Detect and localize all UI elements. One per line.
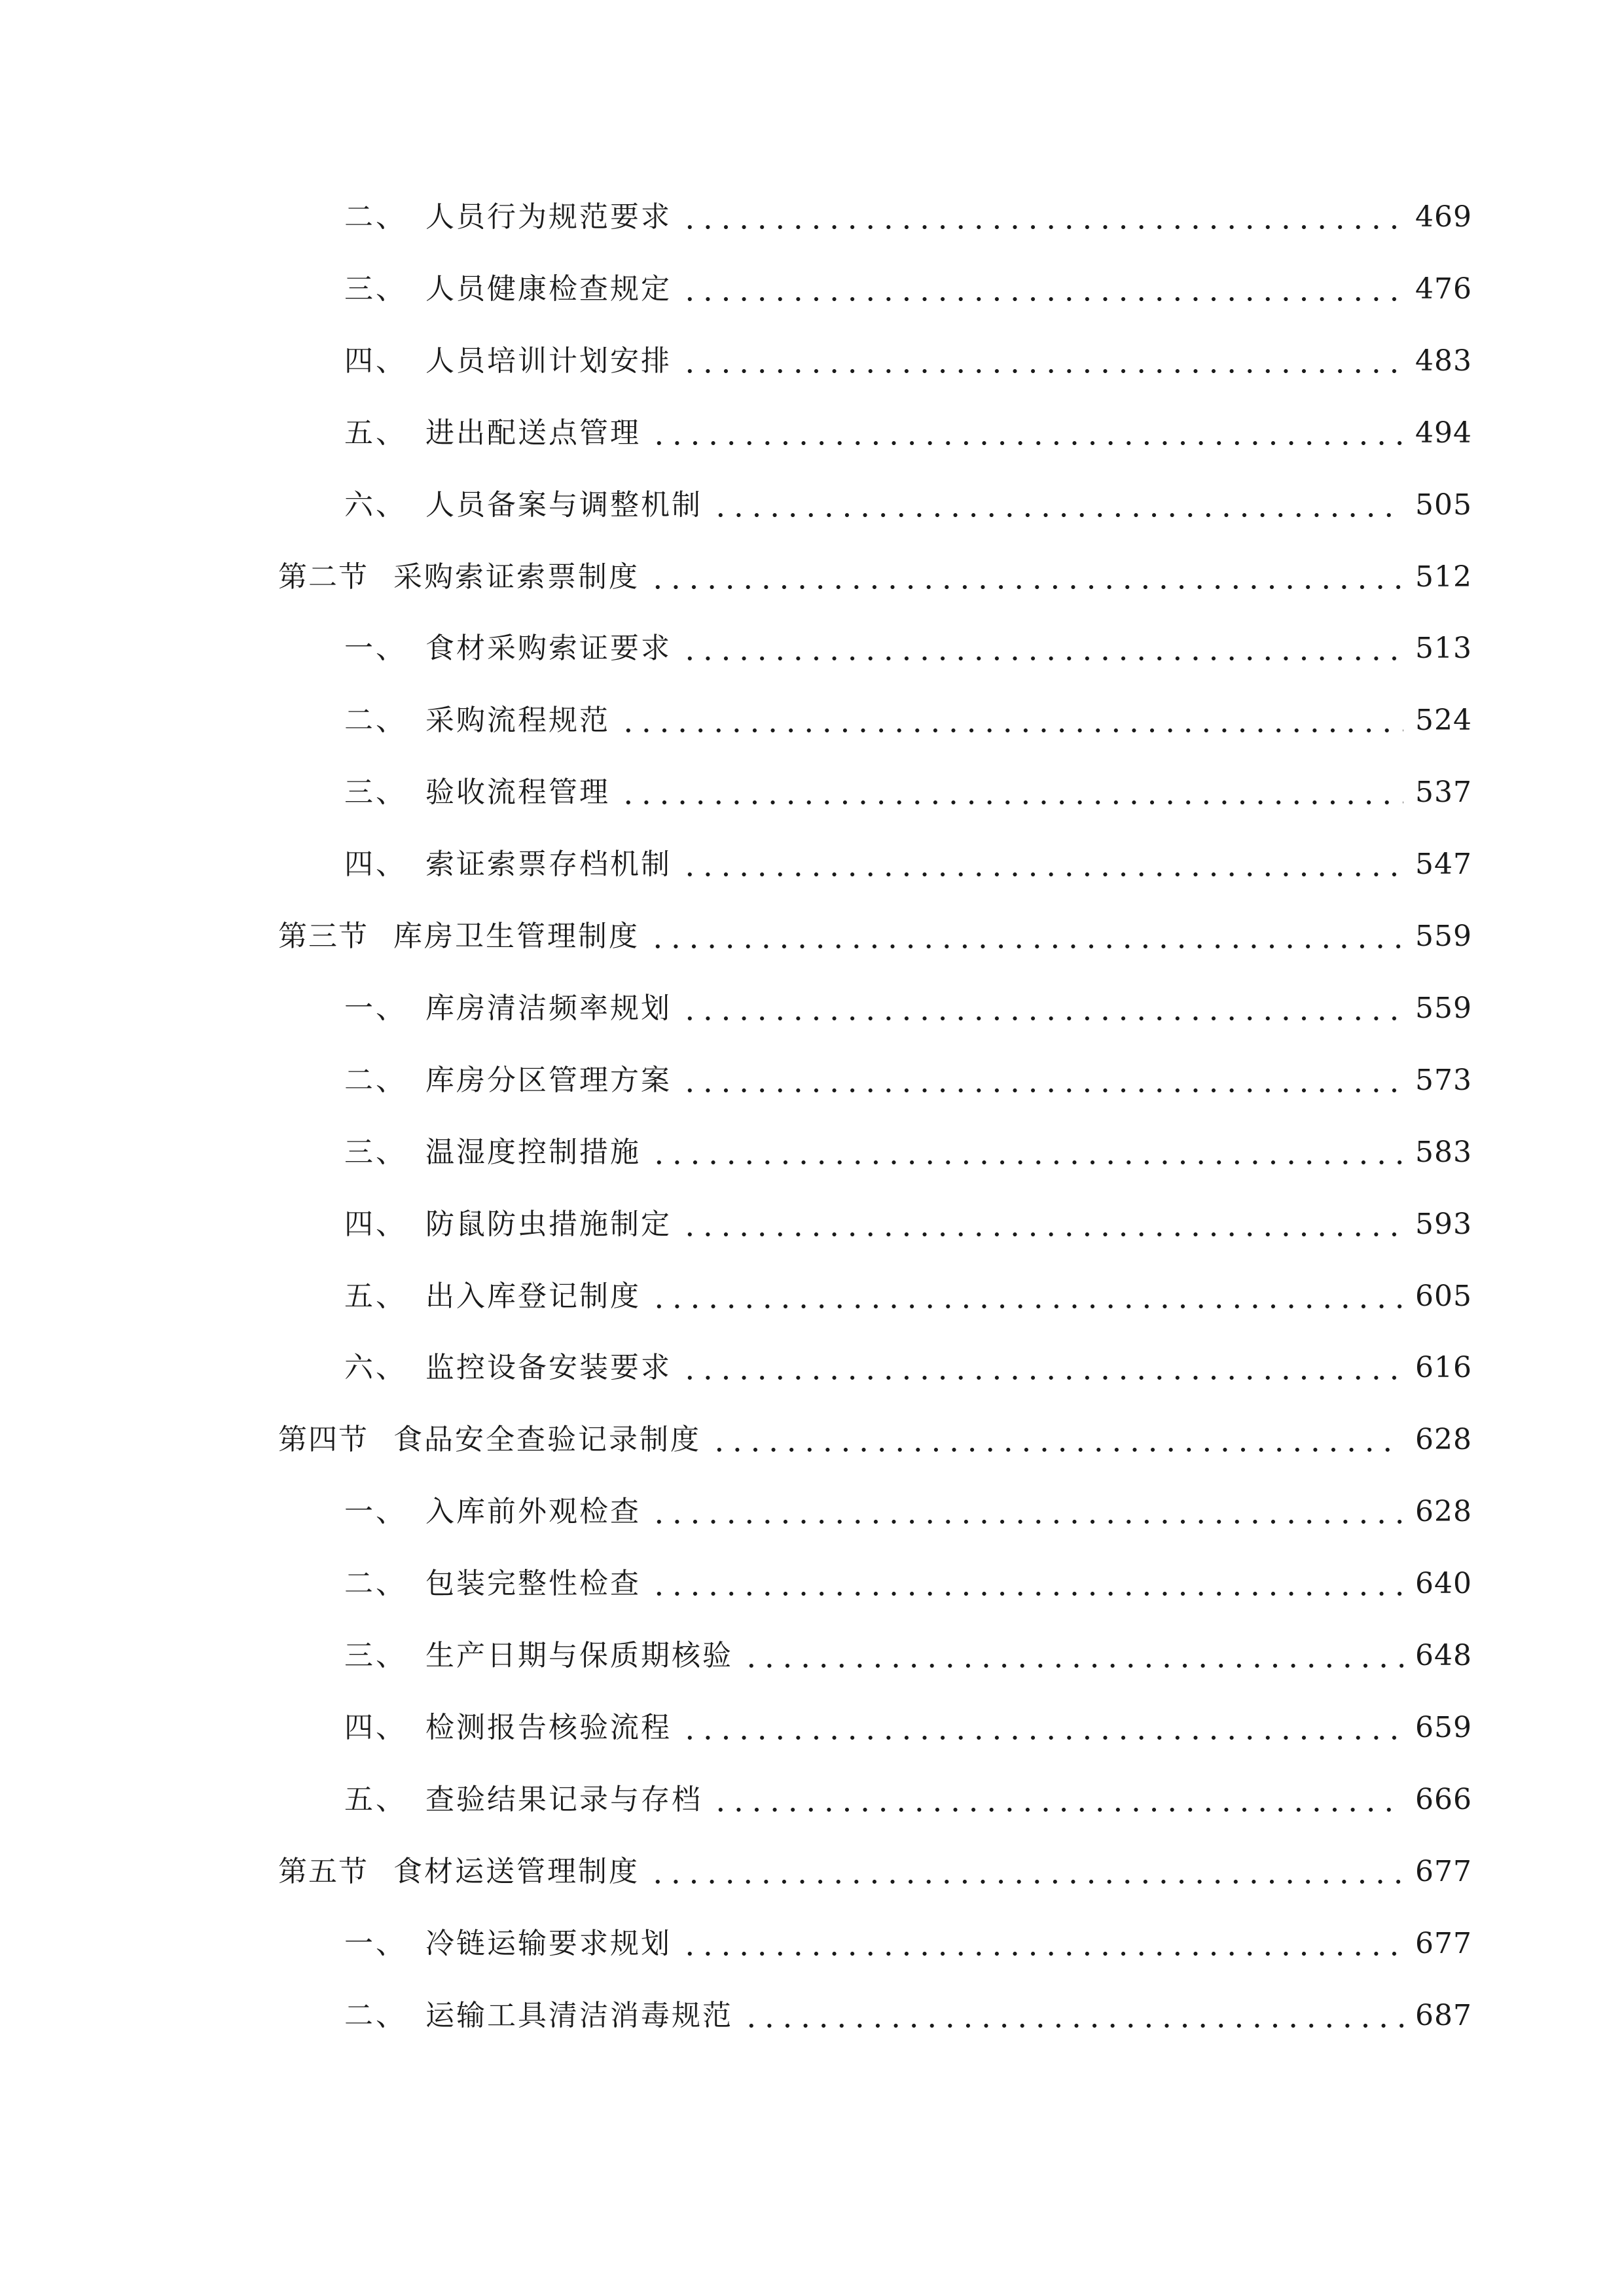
toc-dot-leader [649, 910, 1403, 963]
toc-item-row[interactable] [0, 1198, 1624, 1251]
toc-dot-leader [681, 191, 1403, 243]
toc-item-row[interactable] [0, 982, 1624, 1035]
toc-entry-number: 一、 [344, 1926, 407, 1960]
toc-dot-leader [650, 1270, 1403, 1323]
toc-dot-leader [681, 1054, 1403, 1107]
toc-entry [344, 1630, 1472, 1682]
toc-dot-leader [619, 766, 1403, 819]
toc-entry-number: 五、 [344, 1279, 407, 1313]
toc-entry-number: 一、 [344, 991, 407, 1025]
toc-page-number: 573 [1415, 1063, 1472, 1097]
toc-dot-leader [681, 982, 1403, 1035]
toc-entry [344, 1774, 1472, 1826]
toc-entry-title: 温湿度控制措施 [425, 1135, 641, 1169]
toc-dot-leader [681, 263, 1403, 315]
toc-entry-number: 一、 [344, 632, 407, 666]
toc-item-row[interactable] [0, 1054, 1624, 1107]
toc-entry [344, 1270, 1472, 1323]
toc-dot-leader [619, 694, 1403, 747]
toc-page-number: 476 [1415, 272, 1472, 306]
toc-entry [344, 982, 1472, 1035]
toc-item-row[interactable] [0, 263, 1624, 315]
toc-item-row[interactable] [0, 407, 1624, 459]
toc-entry [344, 1918, 1472, 1970]
toc-item-row[interactable] [0, 1990, 1624, 2042]
toc-entry-number: 二、 [344, 704, 407, 738]
toc-dot-leader [650, 1486, 1403, 1538]
toc-page-number: 687 [1415, 1998, 1472, 2032]
toc-entry [344, 1702, 1472, 1754]
toc-page-number: 494 [1415, 416, 1472, 450]
toc-entry [344, 479, 1472, 531]
toc-entry-title: 人员培训计划安排 [425, 344, 672, 378]
toc-entry-number: 六、 [344, 1351, 407, 1385]
toc-entry-number: 三、 [344, 272, 407, 306]
toc-dot-leader [742, 1630, 1403, 1682]
toc-page-number: 537 [1415, 776, 1472, 810]
toc-entry [344, 1558, 1472, 1610]
toc-entry-title: 索证索票存档机制 [425, 848, 672, 882]
toc-entry [344, 1054, 1472, 1107]
toc-page-number: 628 [1415, 1423, 1472, 1457]
toc-dot-leader [712, 479, 1403, 531]
toc-dot-leader [681, 1702, 1403, 1754]
toc-page-number: 659 [1415, 1710, 1472, 1744]
toc-item-row[interactable] [0, 191, 1624, 243]
toc-entry [344, 694, 1472, 747]
toc-entry-number: 五、 [344, 416, 407, 450]
toc-item-row[interactable] [0, 1918, 1624, 1970]
toc-entry-title: 采购索证索票制度 [393, 560, 640, 594]
toc-entry-number: 四、 [344, 344, 407, 378]
toc-entry-title: 进出配送点管理 [425, 416, 641, 450]
toc-entry-title: 食材运送管理制度 [393, 1854, 640, 1888]
toc-entry-number: 二、 [344, 1063, 407, 1097]
toc-entry [278, 551, 1472, 603]
toc-entry [344, 1990, 1472, 2042]
toc-item-row[interactable] [0, 1774, 1624, 1826]
toc-entry-number: 四、 [344, 1207, 407, 1241]
toc-dot-leader [650, 1126, 1403, 1179]
toc-dot-leader [712, 1774, 1403, 1826]
toc-entry-number: 五、 [344, 1782, 407, 1816]
toc-entry [344, 335, 1472, 387]
toc-entry-title: 防鼠防虫措施制定 [425, 1207, 672, 1241]
toc-item-row[interactable] [0, 1702, 1624, 1754]
toc-entry-title: 出入库登记制度 [425, 1279, 641, 1313]
toc-entry [344, 766, 1472, 819]
toc-entry-number: 三、 [344, 1135, 407, 1169]
toc-page-number: 524 [1415, 704, 1472, 738]
toc-entry [344, 1198, 1472, 1251]
toc-entry-title: 人员行为规范要求 [425, 200, 672, 234]
toc-entry [344, 1486, 1472, 1538]
toc-page-number: 483 [1415, 344, 1472, 378]
toc-entry-title: 食品安全查验记录制度 [393, 1423, 701, 1457]
toc-entry-number: 第四节 [278, 1423, 369, 1457]
toc-dot-leader [649, 551, 1403, 603]
toc-entry-number: 三、 [344, 1639, 407, 1672]
toc-entry-title: 检测报告核验流程 [425, 1710, 672, 1744]
toc-entry-title: 食材采购索证要求 [425, 632, 672, 666]
toc-dot-leader [681, 1918, 1403, 1970]
toc-page-number: 513 [1415, 632, 1472, 666]
toc-entry-number: 四、 [344, 848, 407, 882]
toc-entry-number: 二、 [344, 1998, 407, 2032]
toc-section-row[interactable] [0, 551, 1624, 603]
toc-item-row[interactable] [0, 335, 1624, 387]
toc-entry-number: 四、 [344, 1710, 407, 1744]
toc-item-row[interactable] [0, 479, 1624, 531]
toc-entry-title: 运输工具清洁消毒规范 [425, 1998, 733, 2032]
toc-dot-leader [681, 1342, 1403, 1394]
toc-page-number: 605 [1415, 1279, 1472, 1313]
toc-item-row[interactable] [0, 1486, 1624, 1538]
toc-entry-title: 验收流程管理 [425, 776, 610, 810]
toc-entry-title: 包装完整性检查 [425, 1567, 641, 1601]
toc-page-number: 583 [1415, 1135, 1472, 1169]
toc-entry-number: 六、 [344, 488, 407, 522]
toc-dot-leader [650, 1558, 1403, 1610]
toc-item-row[interactable] [0, 766, 1624, 819]
toc-entry-number: 一、 [344, 1495, 407, 1529]
toc-section-row[interactable] [0, 1846, 1624, 1898]
toc-page-number: 505 [1415, 488, 1472, 522]
toc-dot-leader [650, 407, 1403, 459]
toc-dot-leader [681, 622, 1403, 675]
toc-entry [278, 1414, 1472, 1466]
toc-entry [344, 191, 1472, 243]
toc-entry [344, 838, 1472, 891]
toc-entry-number: 第三节 [278, 920, 369, 953]
toc-page-number: 559 [1415, 991, 1472, 1025]
toc-page-number: 640 [1415, 1567, 1472, 1601]
toc-entry-title: 冷链运输要求规划 [425, 1926, 672, 1960]
toc-item-row[interactable] [0, 1630, 1624, 1682]
toc-entry-number: 二、 [344, 1567, 407, 1601]
toc-item-row[interactable] [0, 622, 1624, 675]
toc-page-number: 616 [1415, 1351, 1472, 1385]
toc-item-row[interactable] [0, 694, 1624, 747]
toc-page-number: 559 [1415, 920, 1472, 953]
toc-entry-number: 三、 [344, 776, 407, 810]
toc-entry-title: 入库前外观检查 [425, 1495, 641, 1529]
toc-page-number: 512 [1415, 560, 1472, 594]
toc-dot-leader [681, 838, 1403, 891]
toc-item-row[interactable] [0, 1558, 1624, 1610]
toc-page-number: 666 [1415, 1782, 1472, 1816]
toc-item-row[interactable] [0, 1342, 1624, 1394]
toc-item-row[interactable] [0, 1270, 1624, 1323]
toc-item-row[interactable] [0, 1126, 1624, 1179]
toc-item-row[interactable] [0, 838, 1624, 891]
toc-entry [344, 263, 1472, 315]
toc-page-number: 469 [1415, 200, 1472, 234]
toc-page-number: 547 [1415, 848, 1472, 882]
toc-dot-leader [742, 1990, 1403, 2042]
toc-entry-number: 第五节 [278, 1854, 369, 1888]
toc-entry-title: 采购流程规范 [425, 704, 610, 738]
toc-entry [344, 1126, 1472, 1179]
toc-dot-leader [681, 1198, 1403, 1251]
toc-entry-title: 库房分区管理方案 [425, 1063, 672, 1097]
toc-page-number: 677 [1415, 1854, 1472, 1888]
toc-page-number: 628 [1415, 1495, 1472, 1529]
toc-entry [278, 1846, 1472, 1898]
toc-entry [278, 910, 1472, 963]
toc-entry-title: 人员备案与调整机制 [425, 488, 702, 522]
toc-dot-leader [649, 1846, 1403, 1898]
toc-page-number: 593 [1415, 1207, 1472, 1241]
toc-section-row[interactable] [0, 910, 1624, 963]
toc-entry [344, 407, 1472, 459]
toc-entry-title: 库房清洁频率规划 [425, 991, 672, 1025]
toc-entry-title: 人员健康检查规定 [425, 272, 672, 306]
toc-entry [344, 622, 1472, 675]
toc-dot-leader [710, 1414, 1403, 1466]
toc-entry-title: 库房卫生管理制度 [393, 920, 640, 953]
toc-entry-title: 生产日期与保质期核验 [425, 1639, 733, 1672]
toc-entry [344, 1342, 1472, 1394]
toc-page-number: 677 [1415, 1926, 1472, 1960]
toc-page-number: 648 [1415, 1639, 1472, 1672]
toc-entry-number: 第二节 [278, 560, 369, 594]
toc-entry-number: 二、 [344, 200, 407, 234]
toc-entry-title: 查验结果记录与存档 [425, 1782, 702, 1816]
toc-section-row[interactable] [0, 1414, 1624, 1466]
toc-entry-title: 监控设备安装要求 [425, 1351, 672, 1385]
toc-dot-leader [681, 335, 1403, 387]
